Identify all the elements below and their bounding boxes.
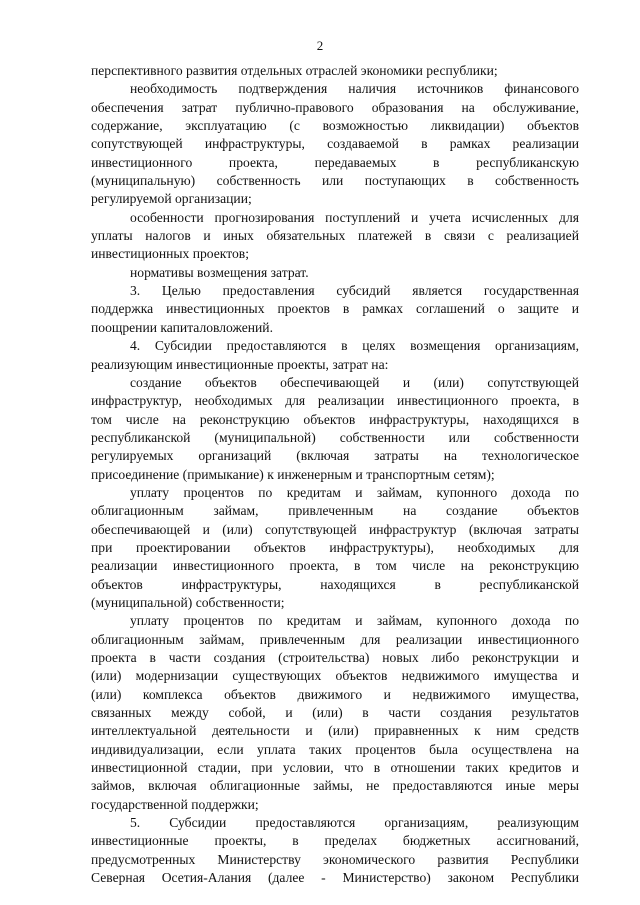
text-line: уплаты налогов и иных обязательных платежей в связи с реализацией [91,228,579,244]
text-line: 5. Субсидии предоставляются организациям, реализующим [130,815,579,831]
text-line: займов, включая облигационные займы, не предоставляются иные меры [91,778,579,794]
text-line: инвестиционной стадии, при условии, что в отношении таких кредитов и [91,760,579,776]
text-line: интеллектуальной деятельности и (или) приравненных к ним средств [91,723,579,739]
text-line: уплату процентов по кредитам и займам, купонного дохода по [130,484,579,500]
text-line: (или) комплекса объектов движимого и недвижимого имущества, [91,686,579,702]
text-line: поддержка инвестиционных проектов в рамках соглашений о защите и [91,301,579,317]
text-line: республиканской (муниципальной) собственности или собственности [91,429,579,445]
text-line: инфраструктур, необходимых для реализации инвестиционного проекта, в [91,393,579,409]
text-line: сопутствующей инфраструктуры, создаваемой в рамках реализации [91,136,579,152]
text-line: связанных между собой, и (или) в части создания результатов [91,705,579,721]
text-line: нормативы возмещения затрат. [130,264,309,280]
text-line: (или) модернизации существующих объектов недвижимого имущества и [91,668,579,684]
text-line: содержание, эксплуатацию (с возможностью ликвидации) объектов [91,118,579,134]
text-line: проекта в части создания (строительства) новых либо реконструкции и [91,650,579,665]
text-line: реализующим инвестиционные проекты, затрат на: [91,356,389,372]
text-line: регулируемых организаций (включая затраты на технологическое [91,448,579,464]
text-line: реализации инвестиционного проекта, в том числе на реконструкцию [91,558,579,574]
text-line: (муниципальной) собственности; [91,594,285,610]
text-line: перспективного развития отдельных отраслей экономики республики; [91,63,498,78]
text-line: уплату процентов по кредитам и займам, купонного дохода по [130,613,579,629]
text-line: инвестиционные проекты, в пределах бюджетных ассигнований, [91,833,579,849]
text-line: индивидуализации, если уплата таких процентов была осуществлена на [91,741,579,757]
text-line: регулируемой организации; [91,191,252,207]
text-line: инвестиционных проектов; [91,246,249,262]
text-line: необходимость подтверждения наличия источников финансового [130,81,579,97]
text-line: обеспечения затрат публично-правового образования на обслуживание, [91,99,579,115]
text-line: при проектировании объектов инфраструктуры), необходимых для [91,539,579,555]
document-body-text [91,62,579,887]
text-line: облигационным займам, привлеченным на создание объектов [91,503,579,519]
text-line: инвестиционного проекта, передаваемых в республиканскую [91,154,579,170]
text-line: Северная Осетия-Алания (далее - Министерство) законом Республики [91,870,579,886]
text-line: облигационным займам, привлеченным для реализации инвестиционного [91,631,579,647]
text-line: поощрении капиталовложений. [91,319,273,335]
text-line: присоединение (примыкание) к инженерным и транспортным сетям); [91,466,495,482]
text-line: создание объектов обеспечивающей и (или) сопутствующей [130,374,579,390]
text-line: 4. Субсидии предоставляются в целях возмещения организациям, [130,338,579,354]
text-line: предусмотренных Министерству экономического развития Республики [91,851,579,867]
text-line: 3. Целью предоставления субсидий является государственная [130,283,579,299]
text-line: особенности прогнозирования поступлений и учета исчисленных для [130,209,579,225]
text-line: объектов инфраструктуры, находящихся в республиканской [91,576,579,592]
text-line: государственной поддержки; [91,796,259,812]
text-line: том числе на реконструкцию объектов инфраструктуры, находящихся в [91,411,579,427]
text-line: (муниципальную) собственность или поступающих в собственность [91,173,579,189]
page-number: 2 [316,38,324,53]
text-line: обеспечивающей и (или) сопутствующей инфраструктур (включая затраты [91,521,579,537]
